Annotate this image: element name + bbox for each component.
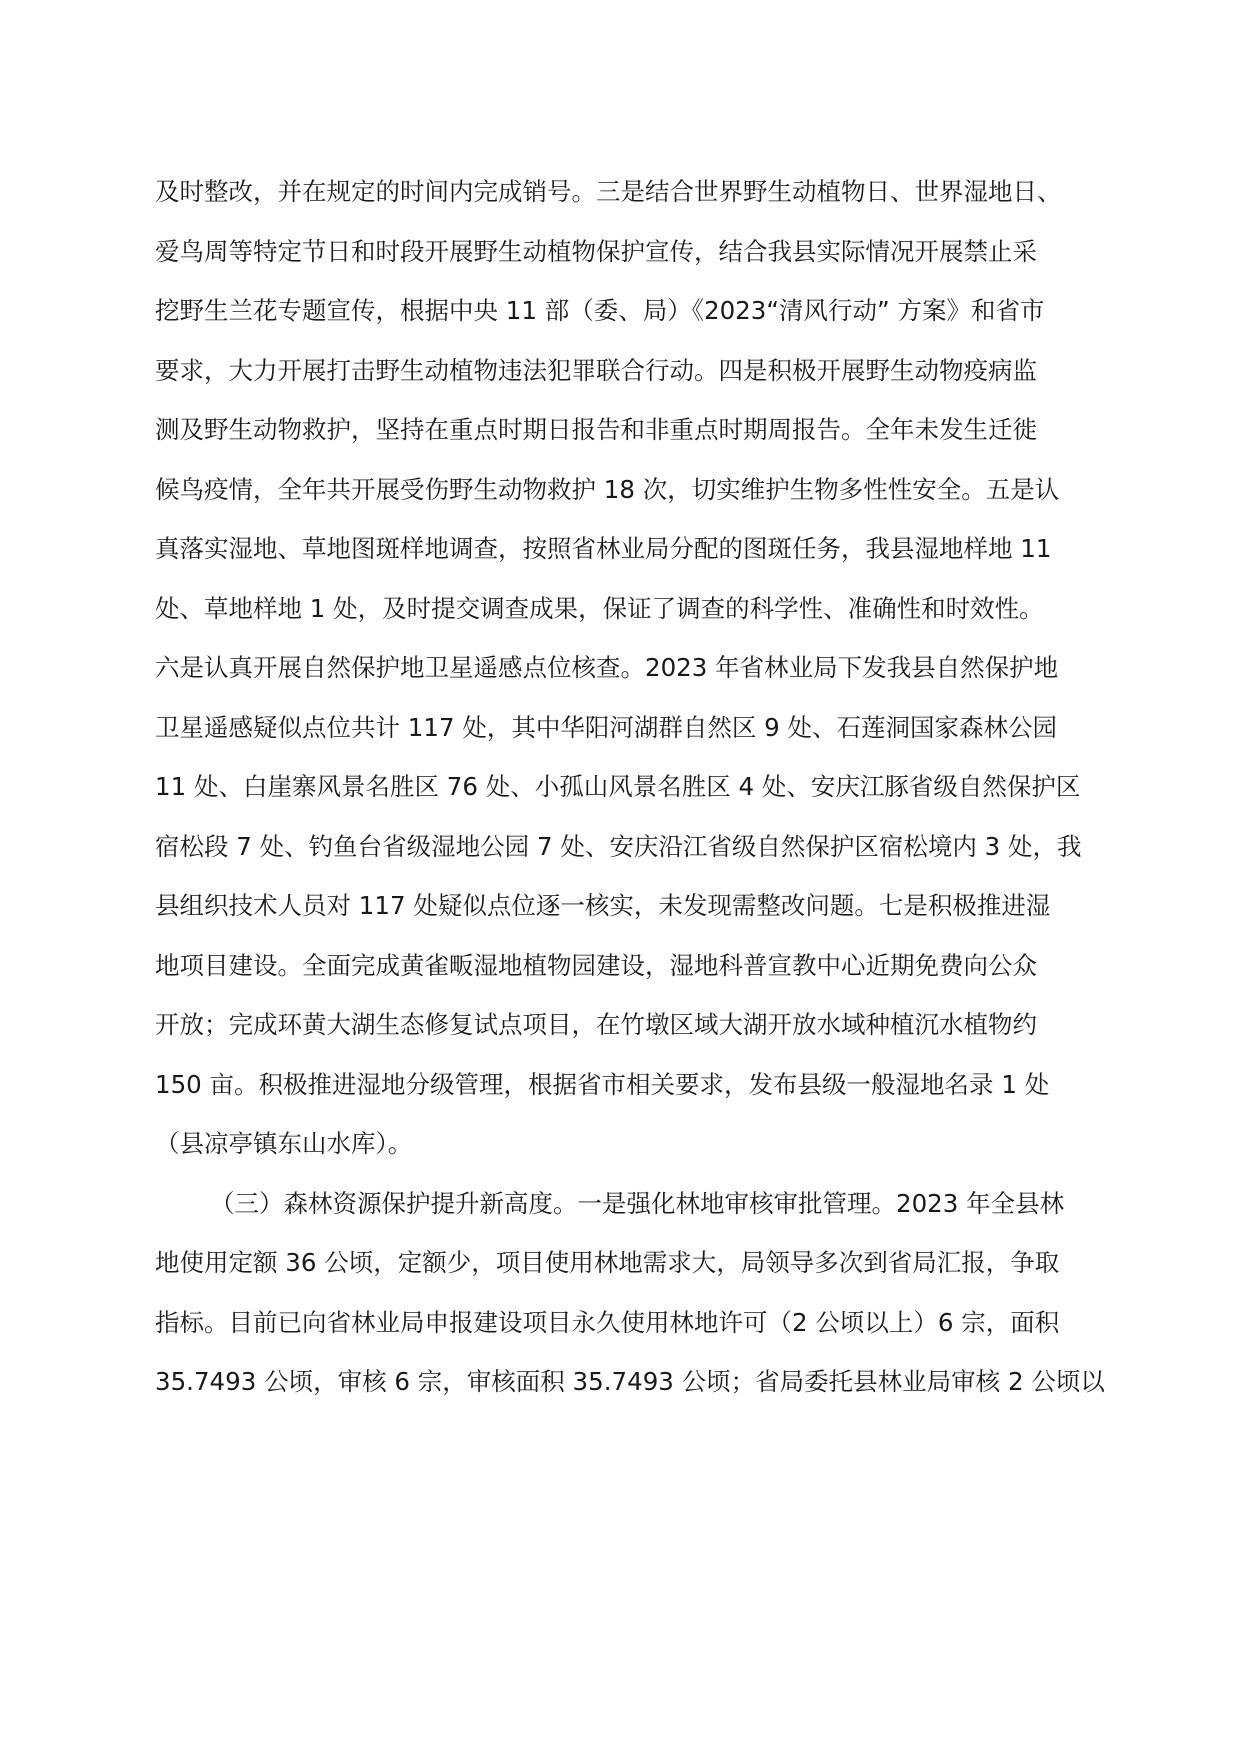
text-line: 开放；完成环黄大湖生态修复试点项目，在竹墩区域大湖开放水域种植沉水植物约 [155,1010,1037,1039]
text-line: 真落实湿地、草地图斑样地调查，按照省林业局分配的图斑任务，我县湿地样地 11 [155,534,1052,563]
text-line: 爱鸟周等特定节日和时段开展野生动植物保护宣传，结合我县实际情况开展禁止采 [155,237,1037,266]
text-line: 11 处、白崖寨风景名胜区 76 处、小孤山风景名胜区 4 处、安庆江豚省级自然保护区 [155,772,1081,801]
text-line: 地使用定额 36 公顷，定额少，项目使用林地需求大，局领导多次到省局汇报，争取 [155,1248,1060,1277]
text-line: （县凉亭镇东山水库）。 [155,1129,413,1158]
text-line: 挖野生兰花专题宣传，根据中央 11 部（委、局）《2023“清风行动” 方案》和省市 [155,296,1045,325]
text-line: 处、草地样地 1 处，及时提交调查成果，保证了调查的科学性、准确性和时效性。 [155,594,1044,623]
text-line: 35.7493 公顷，审核 6 宗，审核面积 35.7493 公顷；省局委托县林业局审核 2 公顷以 [155,1367,1105,1396]
text-line: 六是认真开展自然保护地卫星遥感点位核查。2023 年省林业局下发我县自然保护地 [155,653,1059,682]
section-heading-line: （三）森林资源保护提升新高度。一是强化林地审核审批管理。2023 年全县林 [210,1189,1065,1218]
text-line: 及时整改，并在规定的时间内完成销号。三是结合世界野生动植物日、世界湿地日、 [155,177,1062,206]
text-line: 测及野生动物救护，坚持在重点时期日报告和非重点时期周报告。全年未发生迁徙 [155,415,1037,444]
text-line: 县组织技术人员对 117 处疑似点位逐一核实，未发现需整改问题。七是积极推进湿 [155,891,1051,920]
text-line: 宿松段 7 处、钓鱼台省级湿地公园 7 处、安庆沿江省级自然保护区宿松境内 3 处，我 [155,832,1082,861]
text-line: 150 亩。积极推进湿地分级管理，根据省市相关要求，发布县级一般湿地名录 1 处 [155,1070,1050,1099]
text-line: 指标。目前已向省林业局申报建设项目永久使用林地许可（2 公顷以上）6 宗，面积 [155,1308,1060,1337]
text-line: 要求，大力开展打击野生动植物违法犯罪联合行动。四是积极开展野生动物疫病监 [155,356,1037,385]
text-line: 卫星遥感疑似点位共计 117 处，其中华阳河湖群自然区 9 处、石莲洞国家森林公园 [155,713,1057,742]
text-line: 地项目建设。全面完成黄雀畈湿地植物园建设，湿地科普宣教中心近期免费向公众 [155,951,1037,980]
text-line: 候鸟疫情，全年共开展受伤野生动物救护 18 次，切实维护生物多性性安全。五是认 [155,475,1060,504]
